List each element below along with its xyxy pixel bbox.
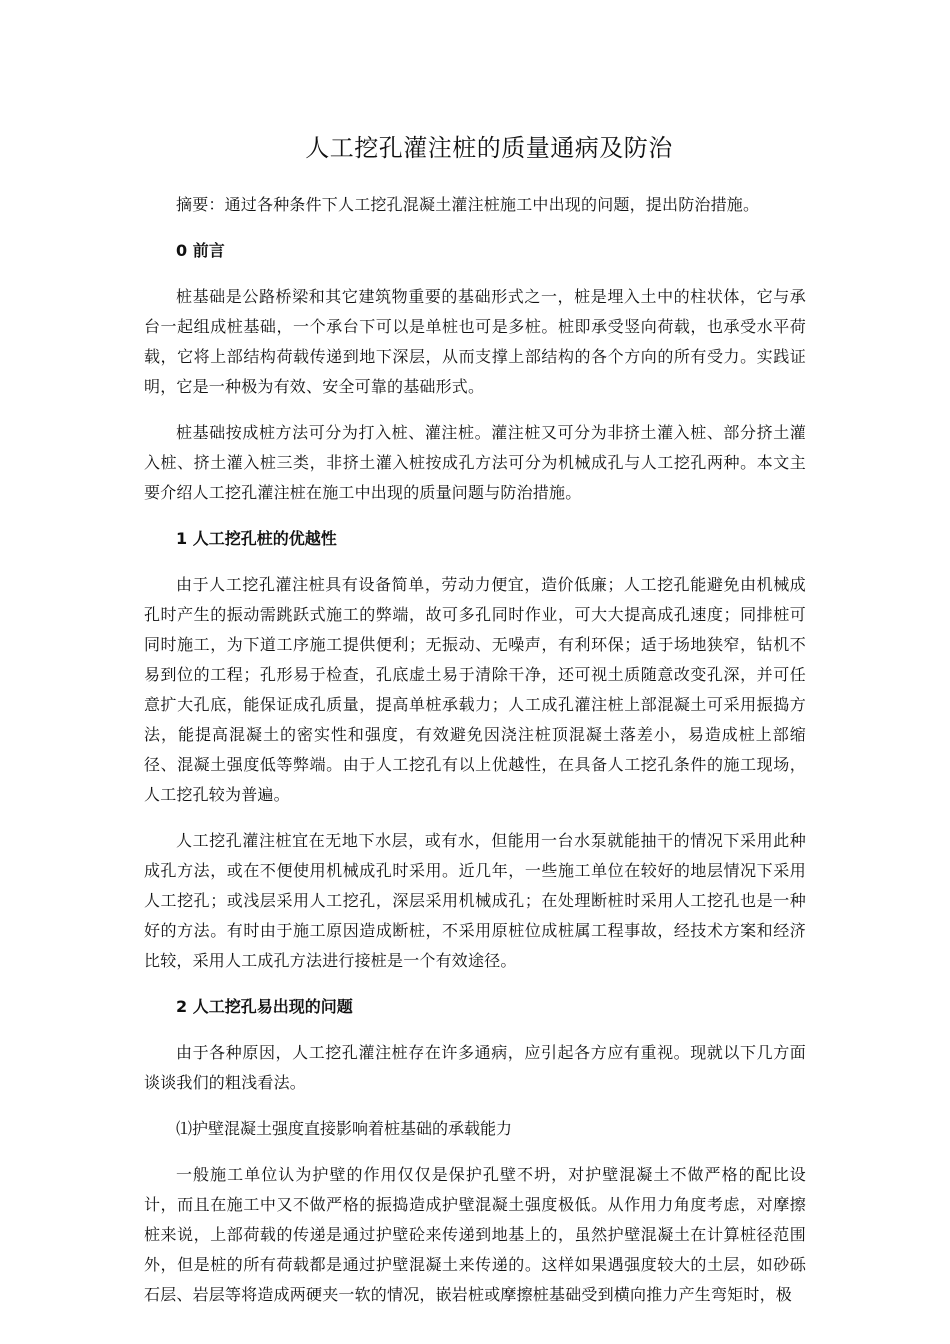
body-paragraph-2: 桩基础按成桩方法可分为打入桩、灌注桩。灌注桩又可分为非挤土灌入桩、部分挤土灌入桩、挤土灌入桩三类，非挤土灌入桩按成孔方法可分为机械成孔与人工挖孔两种。本文主要介绍人工挖孔灌注桩在施工中出现的质量问题与防治措施。 xyxy=(144,423,806,502)
body-paragraph-3: 由于人工挖孔灌注桩具有设备简单，劳动力便宜，造价低廉；人工挖孔能避免由机械成孔时产生的振动需跳跃式施工的弊端，故可多孔同时作业，可大大提高成孔速度；同排桩可同时施工，为下道工序施工提供便利；无振动、无噪声，有利环保；适于场地狭窄，钻机不易到位的工程；孔形易于检查，孔底虚土易于清除干净，还可视土质随意改变孔深，并可任意扩大孔底，能保证成孔质量，提高单桩承载力；人工成孔灌注桩上部混凝土可采用振捣方法，能提高混凝土的密实性和强度，有效避免因浇注桩顶混凝土落差小，易造成桩上部缩径、混凝土强度低等弊端。由于人工挖孔有以上优越性，在具备人工挖孔条件的施工现场，人工挖孔较为普遍。 xyxy=(144,575,806,804)
body-paragraph-4: 人工挖孔灌注桩宜在无地下水层，或有水，但能用一台水泵就能抽干的情况下采用此种成孔方法，或在不便使用机械成孔时采用。近几年，一些施工单位在较好的地层情况下采用人工挖孔；或浅层采用人工挖孔，深层采用机械成孔；在处理断桩时采用人工挖孔也是一种好的方法。有时由于施工原因造成断桩，不采用原桩位成桩属工程事故，经技术方案和经济比较，采用人工成孔方法进行接桩是一个有效途径。 xyxy=(144,831,806,970)
body-paragraph-5: 由于各种原因，人工挖孔灌注桩存在许多通病，应引起各方应有重视。现就以下几方面谈谈我们的粗浅看法。 xyxy=(144,1043,806,1092)
body-paragraph-6: 一般施工单位认为护壁的作用仅仅是保护孔壁不坍，对护壁混凝土不做严格的配比设计，而且在施工中又不做严格的振捣造成护壁混凝土强度极低。从作用力角度考虑，对摩擦桩来说，上部荷载的传递是通过护壁砼来传递到地基上的，虽然护壁混凝土在计算桩径范围外，但是桩的所有荷载都是通过护壁混凝土来传递的。这样如果遇强度较大的土层，如砂砾石层、岩层等将造成两硬夹一软的情况，嵌岩桩或摩擦桩基础受到横向推力产生弯矩时，极 xyxy=(144,1165,806,1304)
section-heading-2: 2 人工挖孔易出现的问题 xyxy=(176,997,353,1016)
section-heading-1: 1 人工挖孔桩的优越性 xyxy=(176,529,337,548)
section-heading-0: 0 前言 xyxy=(176,241,225,260)
subsection-heading-1: ⑴护壁混凝土强度直接影响着桩基础的承载能力 xyxy=(176,1119,513,1138)
abstract-paragraph: 摘要：通过各种条件下人工挖孔混凝土灌注桩施工中出现的问题，提出防治措施。 xyxy=(176,195,760,214)
body-paragraph-1: 桩基础是公路桥梁和其它建筑物重要的基础形式之一，桩是埋入土中的柱状体，它与承台一起组成桩基础，一个承台下可以是单桩也可是多桩。桩即承受竖向荷载，也承受水平荷载，它将上部结构荷载传递到地下深层，从而支撑上部结构的各个方向的所有受力。实践证明，它是一种极为有效、安全可靠的基础形式。 xyxy=(144,287,806,396)
page-title: 人工挖孔灌注桩的质量通病及防治 xyxy=(305,134,673,162)
document-body xyxy=(144,128,806,1326)
